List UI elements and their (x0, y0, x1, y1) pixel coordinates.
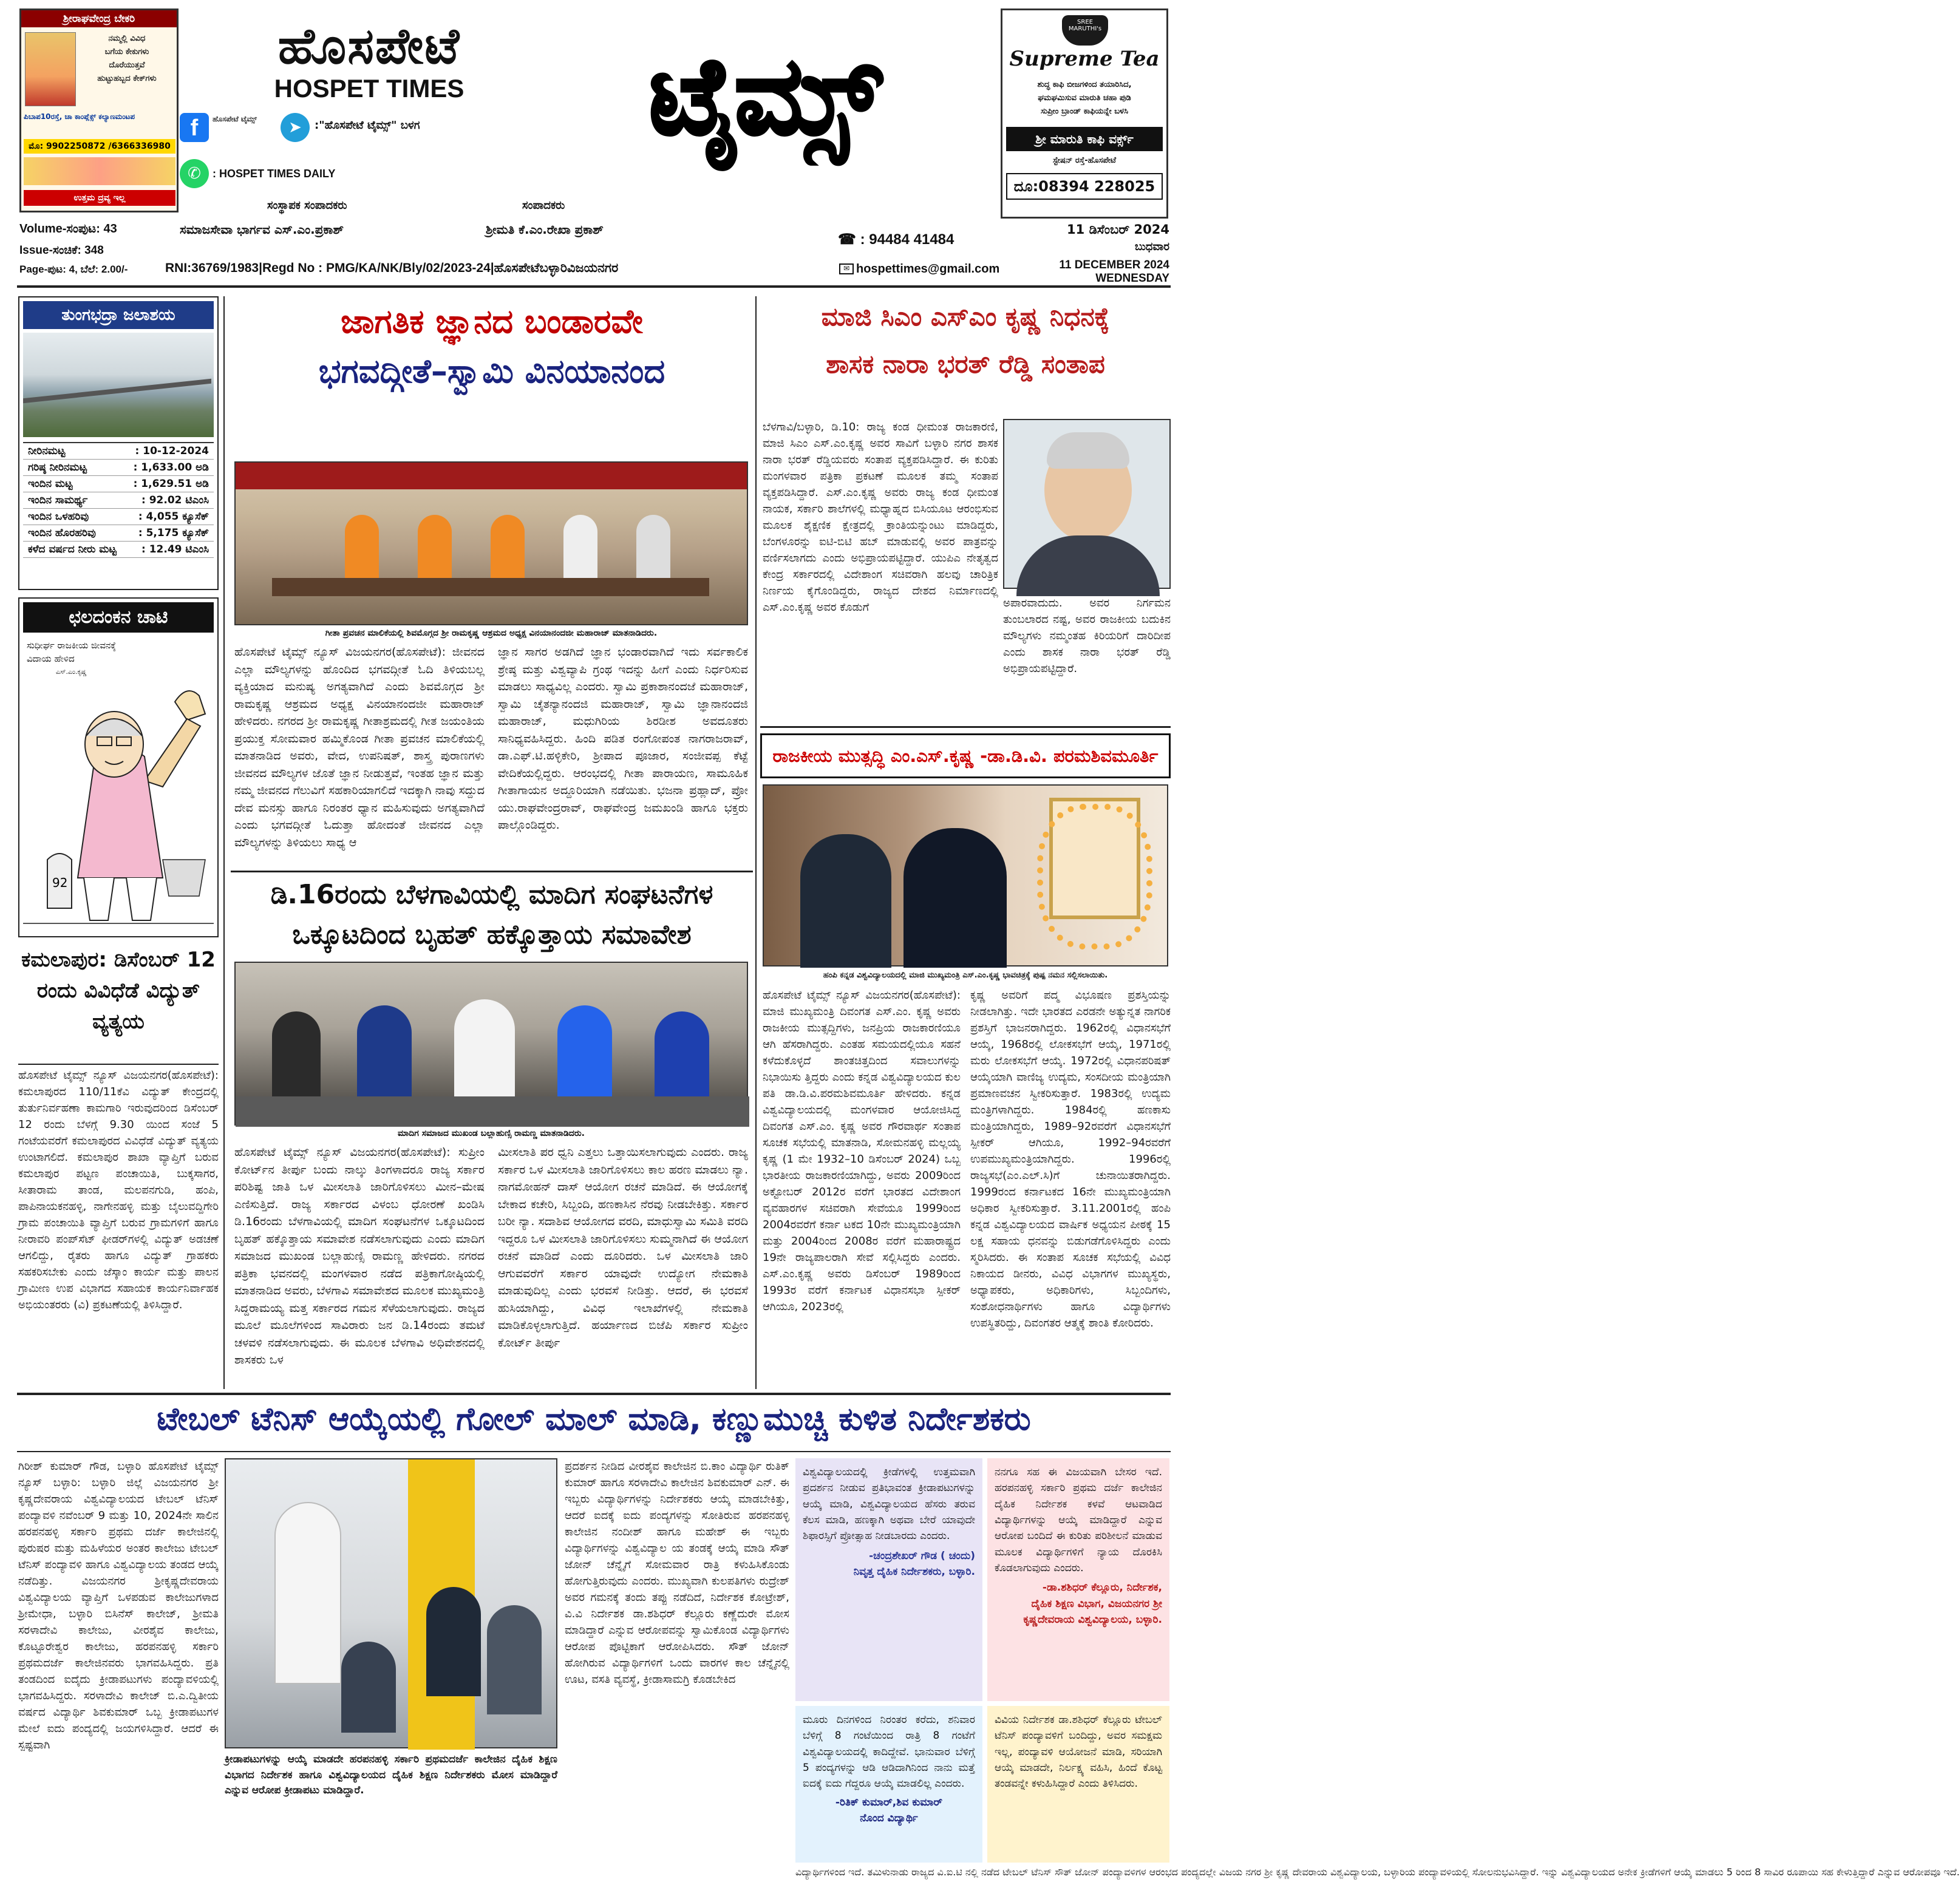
bakery-ad-photo (25, 32, 76, 106)
tt-body-col2: ಪ್ರದರ್ಶನ ನೀಡಿದ ವೀರಶೈವ ಕಾಲೇಜಿನ ಬಿ.ಕಾಂ ವಿದ್ಯಾರ್ಥಿ ರುತಿಕ್ ಕುಮಾರ್ ಹಾಗೂ ಸರಳಾದೇವಿ ಕಾಲೇಜಿನ ಶಿವಕುಮಾರ್ ಎನ್. ಈ ಇಬ್ಬರು ವಿದ್ಯಾರ್ಥಿಗಳನ್ನು ನಿರ್ದೇಶಕರು ಆಯ್ಕೆ ಮಾಡಬೇಕಿತ್ತು, ಆದರೆ ಐದಕ್ಕೆ ಐದು ಪಂದ್ಯಗಳನ್ನು ಸೋತಿರುವ ಹರಪನಹಳ್ಳಿ ಕಾಲೇಜಿನ ನಂದೀಶ್ ಹಾಗೂ ಮಹೇಶ್ ಈ ಇಬ್ಬರು ವಿದ್ಯಾರ್ಥಿಗಳನ್ನು ವಿಶ್ವವಿದ್ಯಾಲ ಯ ತಂಡಕ್ಕೆ ಆಯ್ಕೆ ಮಾಡಿ ಸೌತ್ ಜೋನ್ ಚೆನ್ನೈಗೆ ಸೋಮವಾರ ರಾತ್ರಿ ಕಳುಹಿಸಿಕೊಂಡು ಹೋಗುತ್ತಿರುವುದು ಎಂದರು. ಮುಖ್ಯವಾಗಿ ಕುಲಪತಿಗಳು ರುದ್ರೇಶ್ ಅವರ ಗಮನಕ್ಕೆ ತಂದು ತಪ್ಪು ನಡೆದಿದೆ, ನಿರ್ದೇಶಕ ಕೋಟ್ರೇಶ್, ವಿ.ವಿ ನಿರ್ದೇಶಕ ಡಾ.ಶಶಿಧರ್ ಕೆಲ್ಲೂರು ಕಣ್ಣೆದುರೇ ಮೋಸ ಮಾಡಿದ್ದಾರೆ ಎನ್ನುವ ಆರೋಪವನ್ನು ಸ್ವಾಮಿಕೊಂಡ ವಿದ್ಯಾರ್ಥಿಗಳು ಆರೋಪ ಪೊಟ್ಟಿಕಾಗೆ ಆರೋಪಿಸಿದರು. ಸೌತ್ ಜೋನ್ ಹೋಗಿರುವ ವಿದ್ಯಾರ್ಥಿಗಳಿಗೆ ಒಂದು ವಾರಗಳ ಕಾಲ ಚೆನ್ನೈನಲ್ಲಿ ಊಟ, ವಸತಿ ವ್ಯವಸ್ಥೆ, ಕ್ರೀಡಾಸಾಮಗ್ರಿ ಕೊಡಬೇಕಿದ (565, 1460, 789, 1686)
tea-ad-line: ಶುದ್ಧ ಕಾಫಿ ಬೀಜಗಳಿಂದ ತಯಾರಿಸಿದ, (1037, 80, 1132, 89)
gita-body-col2: ಜ್ಞಾನ ಸಾಗರ ಅಡಗಿದೆ ಜ್ಞಾನ ಭಂಡಾರವಾಗಿದೆ ಇದು ಸರ್ವಕಾಲಿಕ ಶ್ರೇಷ್ಠ ಮತ್ತು ವಿಶ್ವವ್ಯಾಪಿ ಗ್ರಂಥ ಇದನ್ನು ಹೀಗೆ ಎಂದು ನಿರ್ಧರಿಸುವ ಮಾಡಲು ಸಾಧ್ಯವಿಲ್ಲ ಎಂದರು. ಸ್ವಾಮಿ ಪ್ರಕಾಶಾನಂದಜೆ ಮಹಾರಾಜ್, ಸ್ವಾಮಿ ಚೈತನ್ಯಾನಂದಜಿ ಮಹಾರಾಜ್, ಸ್ವಾಮಿ ಜ್ಞಾನಾನಂದಜಿ ಮಹಾರಾಜ್, ಮಧುಗಿರಿಯ ಶಿರಡೀಶ ಅವದೂತರು ಸಾನಿಧ್ಯವಹಿಸಿದ್ದರು. ಹಿಂದಿ ಪಡಿತ ರಂಗೋಪಂತ ನಾಗರಾಜರಾವ್, ಡಾ.ಎಫ್.ಟಿ.ಹಳ್ಳಿಕೇರಿ, ಶ್ರೀಪಾದ ಪೂಜಾರ, ಸಂಜೀವಪ್ಪ ಕೆಟ್ಟೆ ವೇದಿಕೆಯಲ್ಲಿದ್ದರು. ಆರಂಭದಲ್ಲಿ ಗೀತಾ ಪಾರಾಯಣ, ಸಾಮೂಹಿಕ ಗೀತಾಗಾಯನ ಅದ್ದೂರಿಯಾಗಿ ನಡೆಯಿತು. ಭಜನಾ ಪ್ರಹ್ಲಾದ್, ಪ್ರೋ ಯು.ರಾಘವೇಂದ್ರರಾವ್, ರಾಘವೇಂದ್ರ ಜಮಖಂಡಿ ಹಾಗೂ ಭಕ್ತರು ಪಾಲ್ಗೊಂಡಿದ್ದರು. (498, 645, 748, 832)
dam-box (18, 296, 219, 590)
tt-note-director-text: ನನಗೂ ಸಹ ಈ ವಿಜಯವಾಗಿ ಬೇಸರ ಇದೆ. ಹರಪನಹಳ್ಳಿ ಸರ್ಕಾರಿ ಪ್ರಥಮ ದರ್ಜೆ ಕಾಲೇಜಿನ ದೈಹಿಕ ನಿರ್ದೇಶಕ ಕಳವೆ ಆಟವಾಡಿದ ವಿದ್ಯಾರ್ಥಿಗಳನ್ನು ಆಯ್ಕೆ ಮಾಡಿದ್ದಾರೆ ಎನ್ನುವ ಆರೋಪ ಬಂದಿದೆ ಈ ಕುರಿತು ಪರಿಶೀಲನೆ ಮಾಡುವ ಮೂಲಕ ವಿದ್ಯಾರ್ಥಿಗಳಿಗೆ ನ್ಯಾಯ ದೊರಕಿಸಿ ಕೊಡಲಾಗುವುದು ಎಂದರು. (995, 1466, 1162, 1575)
tt-note-director-sign: -ಡಾ.ಶಶಿಧರ್ ಕೆಲ್ಲೂರು, ನಿರ್ದೇಶಕ, (1042, 1581, 1162, 1594)
tt-note-students (795, 1706, 982, 1863)
masthead-title-kn: ಹೊಸಪೇಟೆ (277, 17, 461, 75)
tt-note-vc (987, 1706, 1169, 1863)
date-kn: 11 ಡಿಸೆಂಬರ್ 2024 (1067, 222, 1169, 237)
dam-photo (23, 333, 214, 437)
tea-ad-brand: Supreme Tea (1009, 47, 1160, 71)
bakery-ad-address: ಪಿಬಾಪ10ರಸ್ತೆ, ಚಾ ಕಾಂಪ್ಲೆಕ್ಸ್ ಕಲ್ಯಾಣಮಂಟಪ (24, 112, 135, 121)
section-rule (17, 1393, 1171, 1395)
cartoon-box (18, 597, 219, 937)
tt-note-director-role: ದೈಹಿಕ ಶಿಕ್ಷಣ ವಿಭಾಗ, ವಿಜಯನಗರ ಶ್ರೀ ಕೃಷ್ಣದೇವರಾಯ ವಿಶ್ವವಿದ್ಯಾಲಯ, ಬಳ್ಳಾರಿ. (1023, 1597, 1162, 1626)
cartoon-title: ಛಲದಂಕನ ಚಾಟಿ (23, 602, 214, 633)
smk-tribute-body-col2: ಅಪಾರವಾದುದು. ಅವರ ನಿರ್ಗಮನ ತುಂಬಲಾರದ ನಷ್ಟ, ಅವರ ರಾಜಕೀಯ ಬದುಕಿನ ಮೌಲ್ಯಗಳು ನಮ್ಮಂತಹ ಕಿರಿಯರಿಗೆ ದಾರಿದೀಪ ಎಂದು ಶಾಸಕ ನಾರಾ ಭರತ್ ರೆಡ್ಡಿ ಅಭಿಪ್ರಾಯಪಟ್ಟಿದ್ದಾರೆ. (1003, 597, 1171, 675)
tea-ad-line: ಸುಪ್ರೀಂ ಬ್ರಾಂಡ್ ಕಾಫಿಯನ್ನೇ ಬಳಸಿ (1040, 107, 1129, 116)
gita-photo (234, 461, 748, 625)
dam-row: ಇಂದಿನ ಒಳಹರಿವು : 4,055 ಕ್ಯೂಸೆಕ್ (23, 509, 214, 525)
section-rule (17, 1451, 1171, 1452)
day-kn: ಬುಧವಾರ (1135, 240, 1169, 253)
dam-row: ಗರಿಷ್ಠ ನೀರಿನಮಟ್ಟ : 1,633.00 ಅಡಿ (23, 460, 214, 476)
cartoon-signature: ಎಸ್.ಎಂ.ಕೃಷ್ಣ (56, 668, 87, 676)
cartoon-illustration (23, 678, 214, 933)
smk-vc-body-col2: ಕೃಷ್ಣ ಅವರಿಗೆ ಪದ್ಮ ವಿಭೂಷಣ ಪ್ರಶಸ್ತಿಯನ್ನು ನೀಡಲಾಗಿತ್ತು. ಇದೇ ಭಾರತದ ಎರಡನೇ ಅತ್ಯುನ್ನತ ನಾಗರಿಕ ಪ್ರಶಸ್ತಿಗೆ ಭಾಜನರಾಗಿದ್ದರು. 1962ರಲ್ಲಿ ವಿಧಾನಸಭೆಗೆ ಆಯ್ಕೆ, 1968ರಲ್ಲಿ ಲೋಕಸಭೆಗೆ ಆಯ್ಕೆ, 1971ರಲ್ಲಿ ಮರು ಲೋಕಸಭೆಗೆ ಆಯ್ಕೆ. 1972ರಲ್ಲಿ ವಿಧಾನಪರಿಷತ್ ಆಯ್ಕೆಯಾಗಿ ವಾಣಿಜ್ಯ ಉದ್ಯಮ, ಸಂಸದೀಯ ಮಂತ್ರಿಯಾಗಿ ಪ್ರಮಾಣವಚನ ಸ್ವೀಕರಿಸುತ್ತಾರೆ. 1983ರಲ್ಲಿ ಉದ್ಯಮ ಮಂತ್ರಿಗಳಾಗಿದ್ದರು. 1984ರಲ್ಲಿ ಹಣಕಾಸು ಮಂತ್ರಿಯಾಗಿದ್ದರು, 1989–92ರವರೆಗೆ ವಿಧಾನಸಭೆಗೆ ಸ್ಪೀಕರ್ ಆಗಿಯೂ, 1992–94ರವರೆಗೆ ಉಪಮುಖ್ಯಮಂತ್ರಿಯಾಗಿದ್ದರು. 1996ರಲ್ಲಿ ರಾಜ್ಯಸಭೆ(ಎಂ.ಎಲ್.ಸಿ)ಗೆ ಚುನಾಯಿತರಾಗಿದ್ದರು. 1999ರಂದ ಕರ್ನಾಟಕದ 16ನೇ ಮುಖ್ಯಮಂತ್ರಿಯಾಗಿ ಅಧಿಕಾರ ಸ್ವೀಕರಿಸುತ್ತಾರೆ. 3.11.2001ರಲ್ಲಿ ಹಂಪಿ ಕನ್ನಡ ವಿಶ್ವವಿದ್ಯಾಲಯದ ವಾರ್ಷಿಕ ಅಧ್ಯಯನ ಪೀಠಕ್ಕೆ 15 ಲಕ್ಷ ಸಹಾಯ ಧನವನ್ನು ಬಿಡುಗಡೆಗೊಳಿಸಿದ್ದರು ಎಂದು ಸ್ಮರಿಸಿದರು. ಈ ಸಂತಾಪ ಸೂಚಕ ಸಭೆಯಲ್ಲಿ ವಿವಿಧ ನಿಕಾಯದ ಡೀನರು, ವಿವಿಧ ವಿಭಾಗಗಳ ಮುಖ್ಯಸ್ಥರು, ಅಧ್ಯಾಪಕರು, ಅಧಿಕಾರಿಗಳು, ಸಿಬ್ಬಂದಿಗಳು, ಸಂಶೋಧನಾರ್ಥಿಗಳು ಹಾಗೂ ವಿದ್ಯಾರ್ಥಿಗಳು ಉಪಸ್ಥಿತರಿದ್ದು, ದಿವಂಗತರ ಆತ್ಮಕ್ಕೆ ಶಾಂತಿ ಕೋರಿದರು. (970, 989, 1171, 1330)
smk-tribute-body-col1: ಬೆಳಗಾವಿ/ಬಳ್ಳಾರಿ, ಡಿ.10: ರಾಜ್ಯ ಕಂಡ ಧೀಮಂತ ರಾಜಕಾರಣಿ, ಮಾಜಿ ಸಿಎಂ ಎಸ್.ಎಂ.ಕೃಷ್ಣ ಅವರ ಸಾವಿಗೆ ಬಳ್ಳಾರಿ ನಗರ ಶಾಸಕ ನಾರಾ ಭರತ್ ರೆಡ್ಡಿಯವರು ಸಂತಾಪ ವ್ಯಕ್ತಪಡಿಸಿದ್ದಾರೆ. ಈ ಕುರಿತು ಮಂಗಳವಾರ ಪತ್ರಿಕಾ ಪ್ರಕಟಣೆ ಮೂಲಕ ತಮ್ಮ ಸಂತಾಪ ವ್ಯಕ್ತಪಡಿಸಿದ್ದಾರೆ. ಎಸ್.ಎಂ.ಕೃಷ್ಣ ಅವರು ರಾಜ್ಯ ಕಂಡ ಧೀಮಂತ ನಾಯಕ, ಸರ್ಕಾರಿ ಶಾಲೆಗಳಲ್ಲಿ ಮಧ್ಯಾಹ್ನದ ಬಿಸಿಯೂಟ ಆರಂಭಿಸುವ ಮೂಲಕ ಶೈಕ್ಷಣಿಕ ಕ್ಷೇತ್ರದಲ್ಲಿ ಕ್ರಾಂತಿಯನ್ನುಂಟು ಮಾಡಿದ್ದರು, ಬೆಂಗಳೂರನ್ನು ಐಟಿ-ಬಿಟಿ ಹಬ್ ಮಾಡುವಲ್ಲಿ ಅವರ ಪಾತ್ರವನ್ನು ವರ್ಣಿಸಲಾಗದು ಎಂದು ಅಭಿಪ್ರಾಯಪಟ್ಟಿದ್ದಾರೆ. ಯುಪಿಎ ನೇತೃತ್ವದ ಕೇಂದ್ರ ಸರ್ಕಾರದಲ್ಲಿ ವಿದೇಶಾಂಗ ಸಚಿವರಾಗಿ ಹಲವು ಚಾರಿತ್ರಿಕ ನಿರ್ಣಯ ಕೈಗೊಂಡಿದ್ದರು, ರಾಜ್ಯದ ದೇಶದ ನಿರ್ಮಾಣದಲ್ಲಿ ಎಸ್.ಎಂ.ಕೃಷ್ಣ ಅವರ ಕೊಡುಗೆ (763, 421, 998, 614)
masthead-title-big: ಟೈಮ್ಸ್ (649, 33, 881, 158)
story-rule (760, 726, 1171, 728)
bakery-ad-line: ನಮ್ಮಲ್ಲಿ ವಿವಿಧ (108, 34, 146, 43)
whatsapp-label: : HOSPET TIMES DAILY (213, 168, 336, 180)
column-rule (223, 296, 225, 1389)
masthead-rule (17, 285, 1171, 288)
bakery-ad-line: ಹುಟ್ಟುಹಬ್ಬದ ಕೇಕ್‌ಗಳು (97, 74, 157, 83)
bakery-ad-phone: ಮೊ: 9902250872 /6366336980 (24, 139, 175, 154)
day-en: WEDNESDAY (1095, 272, 1169, 285)
tea-ad-company: ಶ್ರೀ ಮಾರುತಿ ಕಾಫಿ ವರ್ಕ್ಸ್ (1006, 127, 1163, 151)
registration-line: RNI:36769/1983|Regd No : PMG/KA/NK/Bly/02/2023-24|ಹೊಸಪೇಟೆಬಳ್ಳಾರಿವಿಜಯನಗರ (165, 261, 619, 275)
bakery-ad-line: ಬಗೆಯ ಕೇಕುಗಳು (104, 47, 149, 56)
tt-caption: ಕ್ರೀಡಾಪಟುಗಳನ್ನು ಆಯ್ಕೆ ಮಾಡದೇ ಹರಪನಹಳ್ಳಿ ಸರ್ಕಾರಿ ಪ್ರಥಮದರ್ಜೆ ಕಾಲೇಜಿನ ದೈಹಿಕ ಶಿಕ್ಷಣ ವಿಭಾಗದ ನಿರ್ದೇಶಕ ಹಾಗೂ ವಿಶ್ವವಿದ್ಯಾಲಯದ ದೈಹಿಕ ಶಿಕ್ಷಣ ನಿರ್ದೇಶಕರು ಮೋಸ ಮಾಡಿದ್ದಾರೆ ಎನ್ನುವ ಆರೋಪ ಕ್ರೀಡಾಪಟು ಮಾಡಿದ್ದಾರೆ. (225, 1753, 557, 1796)
dam-row: ಇಂದಿನ ಮಟ್ಟ : 1,629.51 ಅಡಿ (23, 476, 214, 492)
madiga-body-col2: ಮೀಸಲಾತಿ ಪರ ಧ್ವನಿ ಎತ್ತಲು ಒತ್ತಾಯಿಸಲಾಗುವುದು ಎಂದರು. ರಾಜ್ಯ ಸರ್ಕಾರ ಒಳ ಮೀಸಲಾತಿ ಜಾರಿಗೊಳಿಸಲು ಕಾಲ ಹರಣ ಮಾಡಲು ನ್ಯಾ. ನಾಗಮೋಹನ್ ದಾಸ್ ಆಯೋಗ ರಚನೆ ಮಾಡಿದೆ. ಈ ಆಯೋಗಕ್ಕೆ ಬೇಕಾದ ಕಚೇರಿ, ಸಿಬ್ಬಂದಿ, ಹಣಕಾಸಿನ ನೆರವು ನೀಡಬೇಕಿತ್ತು. ಸರ್ಕಾರ ಬರೀ ನ್ಯಾ. ಸದಾಶಿವ ಆಯೋಗದ ವರದಿ, ಮಾಧುಸ್ವಾಮಿ ಸಮಿತಿ ವರದಿ ಇದ್ದರೂ ಒಳ ಮೀಸಲಾತಿ ಜಾರಿಗೊಳಿಸಲು ಸುಮ್ಮನಾಗಿದೆ ಈ ಆಯೋಗ ರಚನೆ ಮಾಡಿದೆ ಎಂದು ದೂರಿದರು. ಒಳ ಮೀಸಲಾತಿ ಜಾರಿ ಆಗುವವರೆಗೆ ಸರ್ಕಾರ ಯಾವುದೇ ಉದ್ಯೋಗ ನೇಮಕಾತಿ ಮಾಡುವುದಿಲ್ಲ ಎಂದು ಭರವಸೆ ನೀಡಿತ್ತು. ಆದರೆ, ಈ ಭರವಸೆ ಹುಸಿಯಾಗಿದ್ದು, ವಿವಿಧ ಇಲಾಖೆಗಳಲ್ಲಿ ನೇಮಕಾತಿ ಮಾಡಿಕೊಳ್ಳಲಾಗುತ್ತಿದೆ. ಹರ್ಯಾಣದ ಬಿಜೆಪಿ ಸರ್ಕಾರ ಸುಪ್ರೀಂ ಕೋರ್ಟ್ ತೀರ್ಪು (498, 1146, 748, 1350)
smk-tribute-headline-1: ಮಾಜಿ ಸಿಎಂ ಎಸ್‌ಎಂ ಕೃಷ್ಣ ನಿಧನಕ್ಕೆ (821, 302, 1110, 331)
gita-headline-1: ಜಾಗತಿಕ ಜ್ಞಾನದ ಬಂಡಾರವೇ (341, 302, 643, 341)
tt-note-students-sign: -ರಿತಿಕ್ ಕುಮಾರ್,ಶಿವ ಕುಮಾರ್ (835, 1796, 943, 1809)
tea-ad-emblem: SREE MARUTHI's (1062, 15, 1108, 46)
tt-note-coach-sign: -ಚಂದ್ರಶೇಖರ್ ಗೌಡ ( ಚಂದು) (869, 1549, 975, 1562)
tt-note-coach-text: ವಿಶ್ವವಿದ್ಯಾಲಯದಲ್ಲಿ ಕ್ರೀಡೆಗಳಲ್ಲಿ ಉತ್ತಮವಾಗಿ ಪ್ರದರ್ಶನ ನೀಡುವ ಪ್ರತಿಭಾವಂತ ಕ್ರೀಡಾಪಟುಗಳನ್ನು ಆಯ್ಕೆ ಮಾಡಿ, ವಿಶ್ವವಿದ್ಯಾಲಯದ ಹೆಸರು ತರುವ ಕೆಲಸ ಮಾಡಿ, ಹಣಕ್ಕಾಗಿ ಅಥವಾ ಬೇರೆ ಯಾವುದೇ ಶಿಫಾರಸ್ಸಿಗೆ ಪ್ರೋತ್ಸಾಹ ನೀಡಬಾರದು ಎಂದರು. (803, 1466, 975, 1543)
phone: ☎ : 94484 41484 (838, 231, 954, 248)
date-en: 11 DECEMBER 2024 (1059, 259, 1169, 271)
tea-ad-phone: ದೂ:08394 228025 (1006, 173, 1163, 200)
founder-name: ಸಮಾಜಸೇವಾ ಭಾರ್ಗವ ಎಸ್.ಎಂ.ಪ್ರಕಾಶ್ (180, 222, 344, 237)
gita-body-col1: ಹೊಸಪೇಟೆ ಟೈಮ್ಸ್ ನ್ಯೂಸ್ ವಿಜಯನಗರ(ಹೊಸಪೇಟೆ): ಜೀವನದ ಎಲ್ಲಾ ಮೌಲ್ಯಗಳನ್ನು ಹೊಂದಿದ ಭಗವದ್ಗೀತೆ ಓದಿ ತಿಳಿಯಬಲ್ಲ ವ್ಯಕ್ತಿಯಾದ ಮನುಷ್ಯ ಅಗತ್ಯವಾಗಿದೆ ಎಂದು ಶಿವಮೊಗ್ಗದ ಶ್ರೀ ರಾಮಕೃಷ್ಣ ಆಶ್ರಮದ ಅಧ್ಯಕ್ಷ ವಿನಯಾನಂದಜೀ ಮಹಾರಾಜ್ ಹೇಳಿದರು. ನಗರದ ಶ್ರೀ ರಾಮಕೃಷ್ಣ ಗೀತಾಶ್ರಮದಲ್ಲಿ ಗೀತ ಜಯಂತಿಯ ಪ್ರಯುಕ್ತ ಸೋಮವಾರ ಹಮ್ಮಿಕೊಂಡ ಗೀತಾ ಪ್ರವಚನ ಮಾಲಿಕೆಯಲ್ಲಿ ಮಾತನಾಡಿದ ಅವರು, ವೇದ, ಉಪನಿಷತ್, ಶಾಸ್ತ್ರ ಪುರಾಣಗಳು ಜೀವನದ ಮೌಲ್ಯಗಳ ಜೊತೆ ಜ್ಞಾನ ನೀಡುತ್ತವೆ, ಇಂತಹ ಜ್ಞಾನ ಮತ್ತು ನಮ್ಮ ಜೀವನದ ಗೆಲುವಿಗೆ ಸಹಕಾರಿಯಾಗಲಿದೆ ಇದಕ್ಕಾಗಿ ನಾವು ಸದ್ದುದ ದೇವ ಮನಸ್ಸು ಹಾಗೂ ನಿರಂತರ ಧ್ಯಾನ ಮಹಿಸುವುದು ಅಗತ್ಯವಾಗಿದೆ ಎಂದು ಭಗವದ್ಗೀತೆ ಓದುತ್ತಾ ಹೋದಂತೆ ಜೀವನದ ಎಲ್ಲಾ ಮೌಲ್ಯಗಳನ್ನು ತಿಳಿಯಲು ಸಾಧ್ಯ ಆ (234, 645, 485, 849)
masthead (0, 0, 1183, 284)
smk-vc-body-col1: ಹೊಸಪೇಟೆ ಟೈಮ್ಸ್ ನ್ಯೂಸ್ ವಿಜಯನಗರ(ಹೊಸಪೇಟೆ): ಮಾಜಿ ಮುಖ್ಯಮಂತ್ರಿ ದಿವಂಗತ ಎಸ್.ಎಂ. ಕೃಷ್ಣ ಅವರು ರಾಜಕೀಯ ಮುತ್ಸದ್ದಿಗಳು, ಜನಪ್ರಿಯ ರಾಜಕಾರಣಿಯೂ ಆಗಿ ಹೆಸರಾಗಿದ್ದರು. ಎಂತಹ ಸಮಯದಲ್ಲಿಯೂ ಸಹನೆ ಕಳೆದುಕೊಳ್ಳದೆ ಶಾಂತಚಿತ್ತದಿಂದ ಸವಾಲುಗಳನ್ನು ನಿಭಾಯಿಸು ತ್ತಿದ್ದರು ಎಂದು ಕನ್ನಡ ವಿಶ್ವವಿದ್ಯಾಲಯದ ಕುಲ ಪತಿ ಡಾ.ಡಿ.ವಿ.ಪರಮಶಿವಮೂರ್ತಿ ಹೇಳಿದರು. ಕನ್ನಡ ವಿಶ್ವವಿದ್ಯಾಲಯದಲ್ಲಿ ಮಂಗಳವಾರ ಆಯೋಜಿಸಿದ್ದ ದಿವಂಗತ ಎಸ್.ಎಂ. ಕೃಷ್ಣ ಅವರ ಗೌರವಾರ್ಥ ಸಂತಾಪ ಸೂಚಕ ಸಭೆಯಲ್ಲಿ ಮಾತನಾಡಿ, ಸೋಮನಹಳ್ಳಿ ಮಲ್ಲಯ್ಯ ಕೃಷ್ಣ (1 ಮೇ 1932–10 ಡಿಸೆಂಬರ್ 2024) ಒಬ್ಬ ಭಾರತೀಯ ರಾಜಕಾರಣಿಯಾಗಿದ್ದು, ಅವರು 2009ರಿಂದ ಅಕ್ಟೋಬರ್ 2012ರ ವರೆಗೆ ಭಾರತದ ವಿದೇಶಾಂಗ ವ್ಯವಹಾರಗಳ ಸಚಿವರಾಗಿ ಸೇವೆಯೂ 1999ರಿಂದ 2004ರವರೆಗೆ ಕರ್ನಾ ಟಕದ 10ನೇ ಮುಖ್ಯಮಂತ್ರಿಯಾಗಿ ಮತ್ತು 2004ರಿಂದ 2008ರ ವರೆಗೆ ಮಹಾರಾಷ್ಟ್ರದ 19ನೇ ರಾಜ್ಯಪಾಲರಾಗಿ ಸೇವೆ ಸಲ್ಲಿಸಿದ್ದರು ಎಂದರು. ಎಸ್.ಎಂ.ಕೃಷ್ಣ ಅವರು ಡಿಸೆಂಬರ್ 1989ರಿಂದ 1993ರ ವರೆಗೆ ಕರ್ನಾಟಕ ವಿಧಾನಸಭಾ ಸ್ಪೀಕರ್ ಆಗಿಯೂ, 2023ರಲ್ಲಿ (763, 989, 961, 1313)
dam-row: ಕಳೆದ ವರ್ಷದ ನೀರು ಮಟ್ಟ : 12.49 ಟಿಎಂಸಿ (23, 542, 214, 558)
madiga-photo (234, 962, 748, 1126)
issue: Issue-ಸಂಚಿಕೆ: 348 (19, 244, 104, 257)
gita-headline-2: ಭಗವದ್ಗೀತೆ–ಸ್ವಾಮಿ ವಿನಯಾನಂದ (318, 352, 665, 390)
tt-note-coach-role: ನಿವೃತ್ತ ದೈಹಿಕ ನಿರ್ದೇಶಕರು, ಬಳ್ಳಾರಿ. (853, 1566, 975, 1578)
tea-ad-line: ಘಮಘಮಿಸುವ ಮಾರುತಿ ಚಹಾ ಪುಡಿ (1038, 93, 1131, 103)
tea-ad-address: ಸ್ಟೇಷನ್ ರಸ್ತೆ-ಹೊಸಪೇಟೆ (1052, 156, 1117, 165)
telegram-label: :"ಹೊಸಪೇಟೆ ಟೈಮ್ಸ್" ಬಳಗ (315, 119, 420, 132)
dam-row: ಇಂದಿನ ಹೊರಹರಿವು : 5,175 ಕ್ಯೂಸೆಕ್ (23, 525, 214, 542)
tt-note-students-role: ನೊಂದ ವಿದ್ಯಾರ್ಥಿ (860, 1812, 918, 1825)
column-rule (755, 296, 757, 1389)
smk-portrait (1003, 419, 1171, 589)
bakery-ad-cakes (24, 157, 175, 185)
bakery-ad-footer: ಉತ್ತಮ ದ್ರವ್ಯ ಇಲ್ಲ (24, 190, 175, 206)
story-rule (231, 871, 753, 872)
tt-photo (225, 1458, 557, 1748)
facebook-label: ಹೊಸಪೇಟೆ ಟೈಮ್ಸ್ (213, 115, 257, 123)
tt-note-students-text: ಮೂರು ದಿನಗಳಿಂದ ನಿರಂತರ ಕರೆದು, ಶನಿವಾರ ಬೆಳಿಗ್ಗೆ 8 ಗಂಟೆಯಿಂದ ರಾತ್ರಿ 8 ಗಂಟೆಗೆ ವಿಶ್ವವಿದ್ಯಾಲಯದಲ್ಲಿ ಕಾದಿದ್ದೇವೆ. ಭಾನುವಾರ ಬೆಳಿಗ್ಗೆ 5 ಪಂದ್ಯಗಳನ್ನು ಆಡಿ ಆಡಿದಾಗಿನಿಂದ ನಾನು ಮತ್ತೆ ಐದಕ್ಕೆ ಐದು ಗೆದ್ದರೂ ಆಯ್ಕೆ ಮಾಡಲಿಲ್ಲ ಎಂದರು. (803, 1714, 975, 1790)
email[interactable]: hospettimes@gmail.com (856, 262, 1000, 276)
founder-label: ಸಂಸ್ಥಾಪಕ ಸಂಪಾದಕರು (267, 199, 347, 212)
editor-label: ಸಂಪಾದಕರು (522, 199, 565, 212)
tt-body-col3: ವಿದ್ಯಾರ್ಥಿಗಳಿಂದ ಇದೆ. ತಮಿಳುನಾಡು ರಾಜ್ಯದ ವಿ.ಐ.ಟಿ ನಲ್ಲಿ ನಡೆದ ಟೇಬಲ್ ಟೆನಿಸ್ ಸೌತ್ ಜೋನ್ ಪಂದ್ಯಾವಳಿಗಳ ಆರಂಭದ ಪಂದ್ಯದಲ್ಲೇ ವಿಜಯ ನಗರ ಶ್ರೀ ಕೃಷ್ಣ ದೇವರಾಯ ವಿಶ್ವವಿದ್ಯಾಲಯ, ಬಳ್ಳಾರಿಯ ಪಂದ್ಯಾವಳಿಯಲ್ಲಿ ಸೋಲನುಭವಿಸಿದ್ದಾರೆ. ಇನ್ನು ವಿಶ್ವವಿದ್ಯಾಲಯದ ಅನೇಕ ಕ್ರೀಡೆಗಳಿಗೆ ಆಯ್ಕೆ ಮಾಡಲು 5 ರಿಂದ 8 ಸಾವಿರ ರೂಪಾಯಿ ಸಹ ಕೇಳುತ್ತಿದ್ದಾರೆ ಎನ್ನುವ ಆರೋಪವೂ ಇದೆ. (795, 1866, 1960, 1878)
dam-row: ಇಂದಿನ ಸಾಮರ್ಥ್ಯ : 92.02 ಟಿಎಂಸಿ (23, 492, 214, 509)
volume: Volume-ಸಂಪುಟ: 43 (19, 222, 117, 236)
cartoon-caption: ಸುಧೀರ್ಘ ರಾಜಕೀಯ ಜೀವನಕ್ಕೆ ವಿದಾಯ ಹೇಳಿದ (27, 640, 117, 664)
editor-name: ಶ್ರೀಮತಿ ಕೆ.ಎಂ.ರೇಖಾ ಪ್ರಕಾಶ್ (486, 222, 604, 237)
telegram-icon[interactable]: ➤ (281, 113, 310, 142)
dam-title: ತುಂಗಭದ್ರಾ ಜಲಾಶಯ (23, 301, 214, 329)
gita-caption: ಗೀತಾ ಪ್ರವಚನ ಮಾಲಿಕೆಯಲ್ಲಿ ಶಿವಮೊಗ್ಗದ ಶ್ರೀ ರಾಮಕೃಷ್ಣ ಆಶ್ರಮದ ಅಧ್ಯಕ್ಷ ವಿನಯಾನಂದಜೀ ಮಹಾರಾಜ್ ಮಾತನಾಡಿದರು. (325, 628, 658, 638)
madiga-headline-2: ಒಕ್ಕೂಟದಿಂದ ಬೃಹತ್ ಹಕ್ಕೊತ್ತಾಯ ಸಮಾವೇಶ (292, 919, 692, 950)
smk-vc-headline: ರಾಜಕೀಯ ಮುತ್ಸದ್ಧಿ ಎಂ.ಎಸ್.ಕೃಷ್ಣ -ಡಾ.ಡಿ.ವಿ. ಪರಮಶಿವಮೂರ್ತಿ (772, 746, 1159, 766)
tt-note-director (987, 1458, 1169, 1701)
power-headline: ಕಮಲಾಪುರ: ಡಿಸೆಂಬರ್ 12 ರಂದು ವಿವಿಧೆಡೆ ವಿದ್ಯುತ್ ವ್ಯತ್ಯಯ (21, 948, 216, 1034)
tt-body-col1: ಗಿರೀಶ್ ಕುಮಾರ್ ಗೌಡ, ಬಳ್ಳಾರಿ ಹೊಸಪೇಟೆ ಟೈಮ್ಸ್ ನ್ಯೂಸ್ ಬಳ್ಳಾರಿ: ಬಳ್ಳಾರಿ ಜಿಲ್ಲೆ ವಿಜಯನಗರ ಶ್ರೀ ಕೃಷ್ಣದೇವರಾಯ ವಿಶ್ವವಿದ್ಯಾಲಯದ ಟೇಬಲ್ ಟೆನಿಸ್ ಪಂದ್ಯಾವಳಿ ನವೆಂಬರ್ 9 ಮತ್ತು 10, 2024ನೇ ಸಾಲಿನ ಹರಪನಹಳ್ಳಿ ಸರ್ಕಾರಿ ಪ್ರಥಮ ದರ್ಜೆ ಕಾಲೇಜಿನಲ್ಲಿ ಪುರುಷರ ಮತ್ತು ಮಹಿಳೆಯರ ಅಂತರ ಕಾಲೇಜು ಟೇಬಲ್ ಟೆನಿಸ್ ಪಂದ್ಯಾವಳಿ ಹಾಗೂ ವಿಶ್ವವಿದ್ಯಾಲಯ ತಂಡದ ಆಯ್ಕೆ ನಡೆದಿತ್ತು. ವಿಜಯನಗರ ಶ್ರೀಕೃಷ್ಣದೇವರಾಯ ವಿಶ್ವವಿದ್ಯಾಲಯ ವ್ಯಾಪ್ತಿಗೆ ಒಳಪಡುವ ಕಾಲೇಜುಗಳಾದ ಶ್ರೀಮೇಧಾ, ಬಳ್ಳಾರಿ ಬಿಸಿನೆಸ್ ಕಾಲೇಜ್, ಶ್ರೀಮತಿ ಸರಳಾದೇವಿ ಕಾಲೇಜು, ವೀರಶೈವ ಕಾಲೇಜು, ಕೊಟ್ಟೂರೇಶ್ವರ ಕಾಲೇಜು, ಹರಪನಹಳ್ಳಿ ಸರ್ಕಾರಿ ಪ್ರಥಮದರ್ಜೆ ಕಾಲೇಜಿನವರು ಭಾಗವಹಿಸಿದ್ದರು. ಪ್ರತಿ ತಂಡದಿಂದ ಐದೈದು ಕ್ರೀಡಾಪಟುಗಳು ಪಂದ್ಯಾವಳಿಯಲ್ಲಿ ಭಾಗವಹಿಸಿದ್ದರು. ಸರಳಾದೇವಿ ಕಾಲೇಜ್ ಬಿ.ಎ.ದ್ವಿತೀಯ ವರ್ಷದ ವಿದ್ಯಾರ್ಥಿ ಶಿವಕುಮಾರ್ ಒಬ್ಬ ಕ್ರೀಡಾಪಟುಗಳ ಮೇಲೆ ಐದು ಪಂದ್ಯದಲ್ಲಿ ಜಯಗಳಿಸಿದ್ದಾರೆ. ಆದರೆ ಈ ಸ್ಪಷ್ಟವಾಗಿ (18, 1460, 219, 1751)
sidebar-rule (18, 1064, 219, 1065)
madiga-headline-1: ಡಿ.16ರಂದು ಬೆಳಗಾವಿಯಲ್ಲಿ ಮಾದಿಗ ಸಂಘಟನೆಗಳ (270, 879, 713, 910)
cartoon-milestone: 92 (52, 875, 68, 890)
madiga-caption: ಮಾದಿಗ ಸಮಾಜದ ಮುಖಂಡ ಬಲ್ಲಾಹುಣ್ಸಿ ರಾಮಣ್ಣ ಮಾತನಾಡಿದರು. (397, 1129, 585, 1138)
power-body: ಹೊಸಪೇಟೆ ಟೈಮ್ಸ್ ನ್ಯೂಸ್ ವಿಜಯನಗರ(ಹೊಸಪೇಟೆ): ಕಮಲಾಪುರದ 110/11ಕೆವಿ ವಿದ್ಯುತ್ ಕೇಂದ್ರದಲ್ಲಿ ತುರ್ತುನಿರ್ವಹಣಾ ಕಾಮಗಾರಿ ಇರುವುದರಿಂದ ಡಿಸೆಂಬರ್ 12 ರಂದು ಬೆಳಗ್ಗೆ 9.30 ಯಿಂದ ಸಂಜೆ 5 ಗಂಟೆಯವರೆಗೆ ಕಮಲಾಪುರದ ವಿವಿಧೆಡೆ ವಿದ್ಯುತ್ ವ್ಯತ್ಯಯ ಉಂಟಾಗಲಿದೆ. ಕಮಲಾಪುರ ಶಾಖಾ ವ್ಯಾಪ್ತಿಗೆ ಬರುವ ಕಮಲಾಪುರ ಪಟ್ಟಣ ಪಂಚಾಯಿತಿ, ಬುಕ್ಕಸಾಗರ, ಸೀತಾರಾಮ ತಾಂಡ, ಮಲಪನಗುಡಿ, ಹಂಪಿ, ಪಾಪಿನಾಯಕನಹಳ್ಳಿ, ನಾಗೇನಹಳ್ಳಿ ಮತ್ತು ಬೈಲುವದ್ದಿಗೇರಿ ಗ್ರಾಮ ಪಂಚಾಯಿತಿ ವ್ಯಾಪ್ತಿಗೆ ಬರುವ ಗ್ರಾಮಗಳಿಗೆ ಹಾಗೂ ನೀರಾವರಿ ಪಂಪ್‌ಸೆಟ್ ಫೀಡರ್‌ಗಳಲ್ಲಿ ವಿದ್ಯುತ್ ಅಡಚಣೆ ಆಗಲಿದ್ದು, ರೈತರು ಹಾಗೂ ವಿದ್ಯುತ್ ಗ್ರಾಹಕರು ಸಹಕರಿಸಬೇಕು ಎಂದು ಜೆಸ್ಕಾಂ ಕಾರ್ಯ ಮತ್ತು ಪಾಲನ ಗ್ರಾಮೀಣ ಉಪ ವಿಭಾಗದ ಸಹಾಯಕ ಕಾರ್ಯನಿರ್ವಾಹಕ ಅಭಿಯಂತರರು (ವಿ) ಪ್ರಕಟಣೆಯಲ್ಲಿ ತಿಳಿಸಿದ್ದಾರೆ. (18, 1069, 219, 1311)
dam-table (23, 442, 214, 558)
bakery-ad-line: ದೊರೆಯುತ್ತವೆ (109, 61, 145, 70)
tt-note-coach (795, 1458, 982, 1701)
tea-ad (1001, 8, 1168, 219)
whatsapp-icon[interactable]: ✆ (180, 159, 209, 188)
masthead-title-en: HOSPET TIMES (274, 74, 464, 103)
tt-note-vc-text: ವಿವಿಯ ನಿರ್ದೇಶಕ ಡಾ.ಶಶಿಧರ್ ಕೆಲ್ಲೂರು ಟೇಬಲ್ ಟೆನಿಸ್ ಪಂದ್ಯಾವಳಿಗೆ ಬಂದಿದ್ದು, ಅವರ ಸಮಕ್ಷಮ ಇಲ್ಲ, ಪಂದ್ಯಾವಳಿ ಆಯೋಜನೆ ಮಾಡಿ, ಸರಿಯಾಗಿ ಆಯ್ಕೆ ಮಾಡದೇ, ನಿರ್ಲಕ್ಷ್ಯ ವಹಿಸಿ, ಹಿಂದೆ ಕೊಟ್ಟ ತಂಡವನ್ನೇ ಕಳುಹಿಸಿದ್ದಾರೆ ಎಂದು ತಿಳಿಸಿದರು. (995, 1714, 1162, 1790)
mail-icon: ✉ (839, 263, 854, 274)
madiga-body-col1: ಹೊಸಪೇಟೆ ಟೈಮ್ಸ್ ನ್ಯೂಸ್ ವಿಜಯನಗರ(ಹೊಸಪೇಟೆ): ಸುಪ್ರೀಂ ಕೋರ್ಟ್‌ನ ತೀರ್ಪು ಬಂದು ನಾಲ್ಕು ತಿಂಗಳಾದರೂ ರಾಜ್ಯ ಸರ್ಕಾರ ಪರಿಶಿಷ್ಟ ಜಾತಿ ಒಳ ಮೀಸಲಾತಿ ಜಾರಿಗೊಳಿಸಲು ಮೀನ–ಮೇಷ ಎಣಿಸುತ್ತಿದೆ. ರಾಜ್ಯ ಸರ್ಕಾರದ ವಿಳಂಬ ಧೋರಣೆ ಖಂಡಿಸಿ ಡಿ.16ರಂದು ಬೆಳಗಾವಿಯಲ್ಲಿ ಮಾದಿಗ ಸಂಘಟನೆಗಳ ಒಕ್ಕೂಟದಿಂದ ಬೃಹತ್ ಹಕ್ಕೊತ್ತಾಯ ಸಮಾವೇಶ ನಡೆಸಲಾಗುವುದು ಎಂದು ಮಾದಿಗ ಸಮಾಜದ ಮುಖಂಡ ಬಲ್ಲಾಹುಣ್ಸಿ ರಾಮಣ್ಣ ಹೇಳಿದರು. ನಗರದ ಪತ್ರಿಕಾ ಭವನದಲ್ಲಿ ಮಂಗಳವಾರ ನಡೆದ ಪತ್ರಿಕಾಗೋಷ್ಠಿಯಲ್ಲಿ ಮಾತನಾಡಿದ ಅವರು, ಬೆಳಗಾವಿ ಸಮಾವೇಶದ ಮೂಲಕ ಮುಖ್ಯಮಂತ್ರಿ ಸಿದ್ದರಾಮಯ್ಯ ಮತ್ತ ಸರ್ಕಾರದ ಗಮನ ಸೆಳೆಯಲಾಗುವುದು. ರಾಜ್ಯದ ಮೂಲೆ ಮೂಲೆಗಳಿಂದ ಸಾವಿರಾರು ಜನ ಡಿ.14ರಂದು ತಮಟೆ ಚಳವಳಿ ನಡೆಸಲಾಗುವುದು. ಈ ಮೂಲಕ ಬೆಳಗಾವಿ ಅಧಿವೇಶನದಲ್ಲಿ ಶಾಸಕರು ಒಳ (234, 1146, 485, 1367)
bakery-ad (19, 8, 179, 212)
dam-row: ನೀರಿನಮಟ್ಟ : 10-12-2024 (23, 443, 214, 460)
facebook-icon[interactable]: f (180, 113, 209, 142)
tt-headline: ಟೇಬಲ್ ಟೆನಿಸ್ ಆಯ್ಕೆಯಲ್ಲಿ ಗೋಲ್ ಮಾಲ್ ಮಾಡಿ, ಕಣ್ಣುಮುಚ್ಚಿ ಕುಳಿತ ನಿರ್ದೇಶಕರು (157, 1401, 1031, 1438)
smk-vc-headline-box (760, 733, 1171, 778)
bakery-ad-name: ಶ್ರೀರಾಘವೇಂದ್ರ ಬೇಕರಿ (21, 10, 177, 27)
pages-price: Page-ಪುಟ: 4, ಬೆಲೆ: 2.00/- (19, 263, 128, 275)
smk-vc-photo (763, 784, 1168, 966)
smk-tribute-headline-2: ಶಾಸಕ ನಾರಾ ಭರತ್ ರೆಡ್ಡಿ ಸಂತಾಪ (826, 349, 1105, 379)
smk-vc-caption: ಹಂಪಿ ಕನ್ನಡ ವಿಶ್ವವಿದ್ಯಾಲಯದಲ್ಲಿ ಮಾಜಿ ಮುಖ್ಯಮಂತ್ರಿ ಎಸ್.ಎಂ.ಕೃಷ್ಣ ಭಾವಚಿತ್ರಕ್ಕೆ ಪುಷ್ಪ ನಮನ ಸಲ್ಲಿಸಲಾಯಿತು. (823, 971, 1108, 980)
